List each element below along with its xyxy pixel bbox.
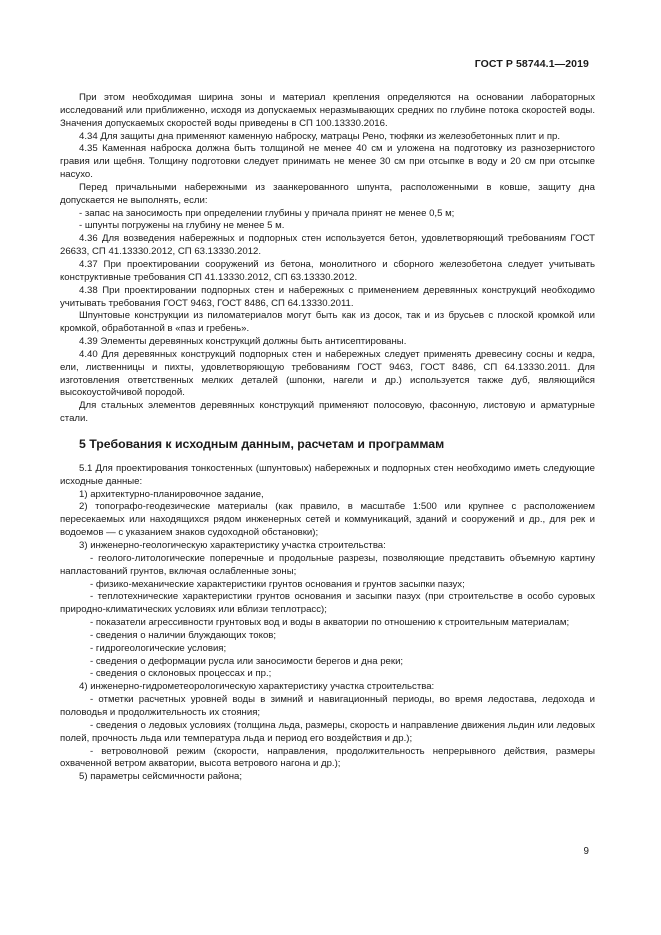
paragraph: 4.36 Для возведения набережных и подпорных стен используется бетон, удовлетворяющий требованиям ГОСТ 26633, СП 41.13330.2012, СП 63.13330.2012.: [60, 233, 595, 258]
paragraph: 5.1 Для проектирования тонкостенных (шпунтовых) набережных и подпорных стен необходимо иметь следующие исходные данные:: [60, 462, 595, 487]
list-item: - шпунты погружены на глубину не менее 5 м.: [79, 220, 285, 232]
list-item: 3) инженерно-геологическую характеристику участка строительства:: [79, 540, 386, 551]
list-item: - показатели агрессивности грунтовых вод и воды в акватории по отношению к строительным материалам;: [90, 617, 570, 629]
page-body: [60, 92, 595, 784]
list-item: - сведения о деформации русла или заносимости берегов и дна реки;: [90, 655, 404, 667]
section-heading: 5 Требования к исходным данным, расчетам и программам: [79, 436, 445, 451]
list-item: 4) инженерно-гидрометеорологическую характеристику участка строительства:: [79, 681, 435, 693]
paragraph: 4.35 Каменная наброска должна быть толщиной не менее 40 см и уложена на подготовку из разнозернистого гравия или щебня. Толщину подготовки следует принимать не менее 30 см при отсыпке в воду и 20 см при отсыпке насухо.: [60, 143, 595, 181]
list-item: 1) архитектурно-планировочное задание,: [79, 488, 264, 500]
list-item: - запас на заносимость при определении глубины у причала принят не менее 0,5 м;: [79, 207, 455, 219]
paragraph: 4.38 При проектировании подпорных стен и набережных с применением деревянных конструкций необходимо учитывать требования ГОСТ 9463, ГОСТ 8486, СП 64.13330.2011.: [60, 284, 595, 309]
paragraph: 4.40 Для деревянных конструкций подпорных стен и набережных следует применять древесину сосны и кедра, ели, лиственницы и пихты, удовлетворяющую требованиям ГОСТ 9463, ГОСТ 8486, СП 64.13330.2011. Для изготовления ответственных мелких деталей (шпонки, нагели и др.) используется также дуб, являющийся высокоустойчивой породой.: [60, 348, 595, 399]
list-item: - ветроволновой режим (скорости, направления, продолжительность непрерывного действия, размеры охваченной ветром акватории, высота ветрового нагона и др.);: [60, 745, 595, 770]
list-item: - сведения о ледовых условиях (толщина льда, размеры, скорость и направление движения льдин или ледовых полей, прочность льда или температура льда и период его воздействия и др.);: [60, 719, 595, 744]
paragraph: 4.34 Для защиты дна применяют каменную наброску, матрацы Рено, тюфяки из железобетонных плит и пр.: [79, 130, 561, 142]
paragraph: 4.37 При проектировании сооружений из бетона, монолитного и сборного железобетона следует учитывать конструктивные требования СП 41.13330.2012, СП 63.13330.2012.: [60, 258, 595, 283]
list-item: - физико-механические характеристики грунтов основания и грунтов засыпки пазух;: [90, 578, 465, 590]
list-item: - сведения о склоновых процессах и пр.;: [90, 668, 272, 680]
paragraph: 4.39 Элементы деревянных конструкций должны быть антисептированы.: [79, 336, 407, 348]
paragraph: Шпунтовые конструкции из пиломатериалов могут быть как из досок, так и из брусьев с плоской кромкой или кромкой, обработанной в «паз и гребень».: [60, 310, 595, 335]
paragraph: Перед причальными набережными из заанкерованного шпунта, расположенными в ковше, защиту дна допускается не выполнять, если:: [60, 181, 595, 206]
list-item: - гидрогеологические условия;: [90, 642, 227, 654]
list-item: 2) топографо-геодезические материалы (как правило, в масштабе 1:500 или крупнее с расположением пересекаемых или находящихся рядом инженерных сетей и коммуникаций, зданий и сооружений и др., для рек и водоемов — с указанием знаков судоходной обстановки);: [60, 501, 595, 539]
paragraph: Для стальных элементов деревянных конструкций применяют полосовую, фасонную, листовую и арматурные стали.: [60, 400, 595, 425]
list-item: - отметки расчетных уровней воды в зимний и навигационный периоды, во время ледостава, ледохода и половодья и продолжительность их стояния;: [60, 694, 595, 718]
list-item: - теплотехнические характеристики грунтов основания и засыпки пазух (при строительстве в особо суровых природно-климатических условиях или вблизи теплотрасс);: [60, 591, 595, 616]
list-item: - геолого-литологические поперечные и продольные разрезы, позволяющие представить объемную картину напластований грунтов, включая ослабленные зоны;: [60, 552, 595, 577]
document-header: ГОСТ Р 58744.1—2019: [474, 58, 589, 70]
list-item: - сведения о наличии блуждающих токов;: [90, 629, 277, 641]
page-number: 9: [583, 846, 589, 857]
paragraph: При этом необходимая ширина зоны и материал крепления определяются на основании лабораторных исследований или приближенно, исходя из допускаемых неразмывающих средних по глубине потока скоростей воды. Значения допускаемых скоростей воды приведены в СП 100.13330.2016.: [60, 92, 595, 129]
list-item: 5) параметры сейсмичности района;: [79, 771, 243, 783]
